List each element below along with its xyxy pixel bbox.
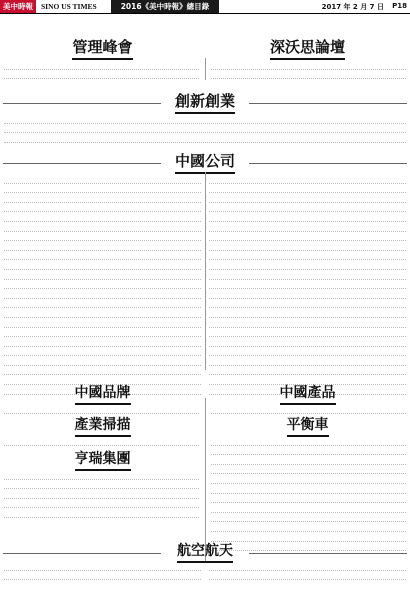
list-item — [4, 289, 201, 299]
list-item — [4, 337, 201, 347]
section-hengrui-group — [0, 448, 205, 471]
list-item — [4, 174, 201, 184]
list-item — [4, 561, 201, 571]
section-chinese-companies — [0, 150, 410, 174]
list-item — [4, 318, 201, 328]
list-item — [209, 318, 406, 328]
list-item — [4, 470, 199, 480]
section-innovation — [0, 90, 410, 114]
section-title: 管理峰會 — [0, 36, 205, 60]
section-title: 中國公司 — [0, 150, 410, 174]
list-item — [209, 299, 406, 309]
list-item — [209, 212, 406, 222]
list-item — [209, 232, 406, 242]
list-item — [4, 114, 406, 124]
list-item — [4, 356, 201, 366]
list-item — [4, 299, 201, 309]
section-shenwo-forum — [205, 36, 410, 60]
list-item — [209, 347, 406, 357]
section-title: 航空航天 — [0, 540, 410, 563]
section-balance-scooter — [205, 414, 410, 437]
list-item — [4, 347, 201, 357]
list-item — [4, 60, 199, 70]
list-item — [4, 508, 199, 518]
list-item — [4, 241, 201, 251]
list-item — [209, 184, 406, 194]
section-title: 產業掃描 — [0, 414, 205, 437]
list-item — [209, 366, 406, 376]
column-divider — [205, 398, 206, 562]
list-item — [4, 270, 201, 280]
list-item — [4, 124, 406, 134]
list-item — [209, 174, 406, 184]
list-item — [211, 494, 406, 504]
list-item — [4, 203, 201, 213]
list-item — [4, 193, 201, 203]
list-item — [4, 212, 201, 222]
issue-date: 2017 年 2 月 7 日 — [321, 2, 384, 11]
list-item — [4, 222, 201, 232]
list-item — [211, 465, 406, 475]
list-item — [4, 404, 199, 414]
list-item — [4, 436, 199, 446]
list-item — [209, 356, 406, 366]
list-item — [4, 571, 201, 581]
list-item — [211, 60, 406, 70]
column-divider — [205, 172, 206, 370]
list-item — [4, 133, 406, 143]
list-item — [209, 561, 406, 571]
list-item — [211, 484, 406, 494]
list-item — [4, 489, 199, 499]
list-item — [4, 328, 201, 338]
list-item — [209, 337, 406, 347]
section-aerospace — [0, 540, 410, 563]
list-item — [209, 270, 406, 280]
list-item — [4, 232, 201, 242]
page-number: P18 — [392, 2, 407, 10]
list-item — [209, 241, 406, 251]
list-item — [209, 260, 406, 270]
list-item — [4, 499, 199, 509]
list-item — [4, 280, 201, 290]
list-item — [211, 513, 406, 523]
list-item — [209, 222, 406, 232]
brand-english-name: SINO US TIMES — [41, 2, 97, 11]
list-item — [4, 308, 201, 318]
section-title: 中國品牌 — [0, 382, 205, 405]
list-item — [211, 70, 406, 80]
section-title: 平衡車 — [205, 414, 410, 437]
list-item — [4, 260, 201, 270]
list-item — [211, 474, 406, 484]
list-item — [211, 503, 406, 513]
section-title: 深沃思論壇 — [205, 36, 410, 60]
section-title: 亨瑞集團 — [0, 448, 205, 471]
section-title: 創新創業 — [0, 90, 410, 114]
page-header — [0, 0, 410, 14]
list-item — [211, 436, 406, 446]
brand-logo: 美中時報 — [0, 0, 36, 13]
section-chinese-products — [205, 382, 410, 405]
section-industry-scan — [0, 414, 205, 437]
section-management-summit — [0, 36, 205, 60]
list-item — [4, 251, 201, 261]
column-divider — [205, 58, 206, 80]
list-item — [211, 404, 406, 414]
issue-title: 2016《美中時報》總目錄 — [111, 0, 219, 13]
list-item — [209, 328, 406, 338]
list-item — [211, 522, 406, 532]
list-item — [209, 280, 406, 290]
list-item — [4, 70, 199, 80]
list-item — [4, 184, 201, 194]
list-item — [209, 289, 406, 299]
list-item — [211, 455, 406, 465]
list-item — [209, 308, 406, 318]
list-item — [4, 366, 201, 376]
list-item — [4, 480, 199, 490]
list-item — [209, 571, 406, 581]
section-chinese-brands — [0, 382, 205, 405]
section-title: 中國產品 — [205, 382, 410, 405]
list-item — [209, 193, 406, 203]
list-item — [209, 251, 406, 261]
list-item — [209, 203, 406, 213]
list-item — [211, 446, 406, 456]
